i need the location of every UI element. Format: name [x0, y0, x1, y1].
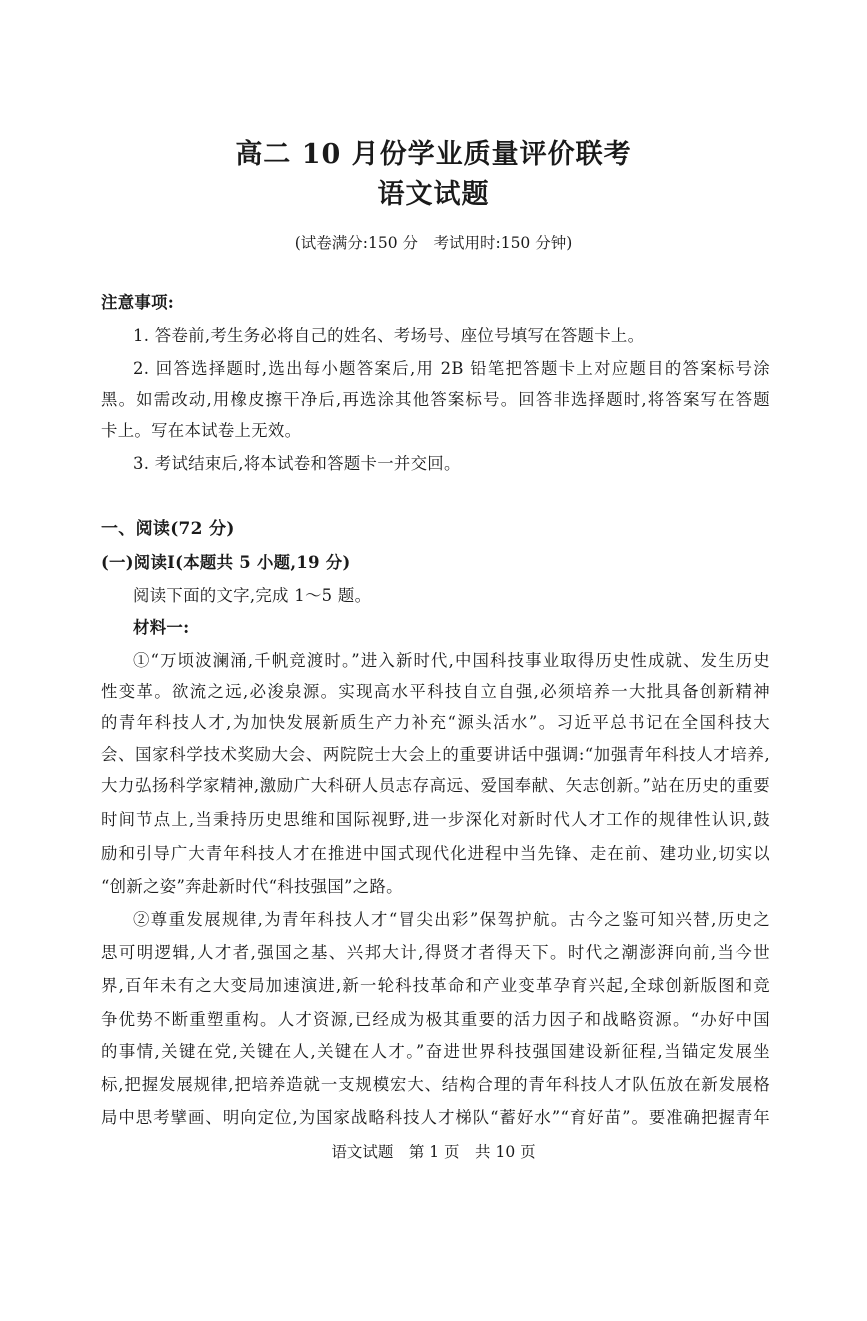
paragraph-1-line-5: 大力弘扬科学家精神,激励广大科研人员志存高远、爱国奉献、矢志创新。”站在历史的重要: [101, 776, 770, 795]
paragraph-1-line-1: ①“万顷波澜涌,千帆竞渡时。”进入新时代,中国科技事业取得历史性成就、发生历史: [133, 651, 770, 670]
material-label: 材料一:: [133, 618, 190, 637]
exam-info: (试卷满分:150 分 考试用时:150 分钟): [294, 234, 573, 252]
exam-title: 高二 10 月份学业质量评价联考: [235, 139, 632, 170]
reading-instruction: 阅读下面的文字,完成 1～5 题。: [133, 586, 372, 605]
paragraph-1-line-7: 励和引导广大青年科技人才在推进中国式现代化进程中当先锋、走在前、建功业,切实以: [101, 844, 770, 863]
notice-item-2-line-2: 黑。如需改动,用橡皮擦干净后,再选涂其他答案标号。回答非选择题时,将答案写在答题: [101, 390, 770, 409]
notice-item-3: 3. 考试结束后,将本试卷和答题卡一并交回。: [133, 454, 461, 473]
subsection-heading: (一)阅读Ⅰ(本题共 5 小题,19 分): [101, 553, 351, 572]
paragraph-2-line-1: ②尊重发展规律,为青年科技人才“冒尖出彩”保驾护航。古今之鉴可知兴替,历史之: [133, 910, 770, 929]
subject-title: 语文试题: [377, 179, 490, 210]
notice-heading: 注意事项:: [101, 293, 175, 312]
notice-item-1: 1. 答卷前,考生务必将自己的姓名、考场号、座位号填写在答题卡上。: [133, 326, 645, 345]
page-footer: 语文试题 第 1 页 共 10 页: [331, 1143, 536, 1161]
paragraph-1-line-6: 时间节点上,当秉持历史思维和国际视野,进一步深化对新时代人才工作的规律性认识,鼓: [101, 810, 770, 829]
notice-item-2-line-3: 卡上。写在本试卷上无效。: [101, 421, 302, 440]
paragraph-2-line-7: 局中思考擘画、明向定位,为国家战略科技人才梯队“蓄好水”“育好苗”。要准确把握青年: [101, 1108, 770, 1127]
paragraph-1-line-8: “创新之姿”奔赴新时代“科技强国”之路。: [101, 877, 403, 896]
paragraph-2-line-5: 的事情,关键在党,关键在人,关键在人才。”奋进世界科技强国建设新征程,当锚定发展坐: [101, 1042, 770, 1061]
paragraph-2-line-6: 标,把握发展规律,把培养造就一支规模宏大、结构合理的青年科技人才队伍放在新发展格: [101, 1075, 770, 1094]
section-heading: 一、阅读(72 分): [101, 519, 235, 539]
paragraph-2-line-4: 争优势不断重塑重构。人才资源,已经成为极其重要的活力因子和战略资源。“办好中国: [101, 1010, 770, 1029]
paragraph-1-line-3: 的青年科技人才,为加快发展新质生产力补充“源头活水”。习近平总书记在全国科技大: [101, 713, 770, 732]
paragraph-1-line-2: 性变革。欲流之远,必浚泉源。实现高水平科技自立自强,必须培养一大批具备创新精神: [101, 682, 770, 701]
paragraph-2-line-3: 界,百年未有之大变局加速演进,新一轮科技革命和产业变革孕育兴起,全球创新版图和竞: [101, 976, 770, 995]
paragraph-2-line-2: 思可明逻辑,人才者,强国之基、兴邦大计,得贤才者得天下。时代之潮澎湃向前,当今世: [101, 943, 770, 962]
paragraph-1-line-4: 会、国家科学技术奖励大会、两院院士大会上的重要讲话中强调:“加强青年科技人才培养,: [101, 745, 770, 764]
notice-item-2-line-1: 2. 回答选择题时,选出每小题答案后,用 2B 铅笔把答题卡上对应题目的答案标号涂: [133, 359, 770, 378]
